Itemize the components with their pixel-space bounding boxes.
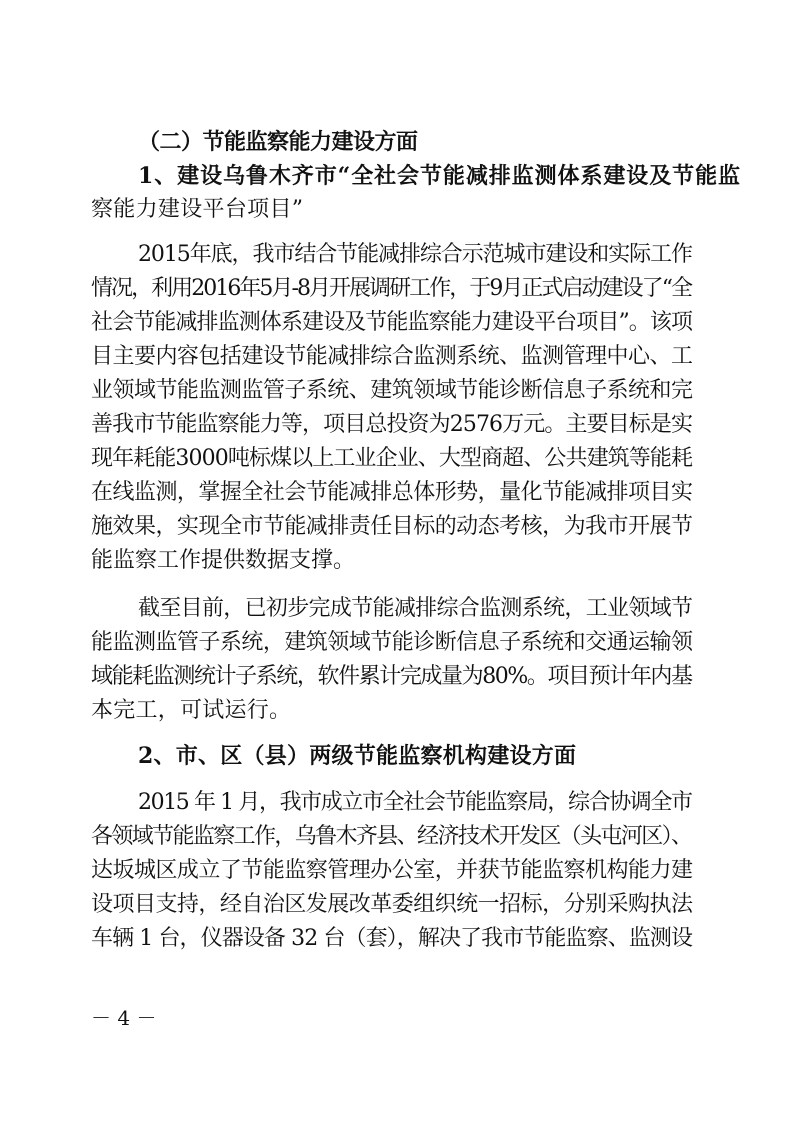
text-line [0, 784, 793, 821]
text-line [0, 338, 793, 375]
text-line-content: 能监察工作提供数据支撑。 [91, 548, 355, 573]
text-line-content: 域能耗监测统计子系统，软件累计完成量为80%。项目预计年内基 [91, 664, 692, 689]
text-line-content: 达坂城区成立了节能监察管理办公室，并获节能监察机构能力建 [91, 858, 693, 883]
text-line [0, 474, 793, 511]
text-line-content: 在线监测，掌握全社会节能减排总体形势，量化节能减排项目实 [91, 480, 693, 505]
text-line-content: 社会节能减排监测体系建设及节能监察能力建设平台项目”。该项 [91, 310, 693, 335]
text-line-content: 目主要内容包括建设节能减排综合监测系统、监测管理中心、工 [91, 344, 693, 369]
text-line-content: （二）节能监察能力建设方面 [138, 129, 418, 155]
text-line [0, 818, 793, 855]
text-line [0, 920, 793, 957]
text-line-content: 2015 年 1 月，我市成立市全社会节能监察局，综合协调全市 [138, 790, 692, 815]
text-line-content: 本完工，可试运行。 [91, 698, 292, 723]
text-line-content: 设项目支持，经自治区发展改革委组织统一招标，分别采购执法 [91, 892, 693, 917]
text-line [0, 658, 793, 695]
text-line-content: 现年耗能3000吨标煤以上工业企业、大型商超、公共建筑等能耗 [91, 446, 693, 471]
text-line-content: 察能力建设平台项目” [91, 197, 304, 222]
text-line [0, 124, 793, 161]
text-line-content: 截至目前，已初步完成节能减排综合监测系统，工业领域节 [138, 596, 693, 621]
text-line-content: 2、市、区（县）两级节能监察机构建设方面 [138, 743, 577, 769]
text-line-content: 施效果，实现全市节能减排责任目标的动态考核，为我市开展节 [91, 514, 693, 539]
text-line [0, 304, 793, 341]
text-line-content: 情况，利用2016年5月-8月开展调研工作，于9月正式启动建设了“全 [91, 276, 692, 301]
text-line [0, 440, 793, 477]
text-line [0, 590, 793, 627]
text-line [0, 508, 793, 545]
text-line [0, 191, 793, 228]
text-line-content: 能监测监管子系统，建筑领域节能诊断信息子系统和交通运输领 [91, 630, 693, 655]
text-line [0, 372, 793, 409]
text-line [0, 270, 793, 307]
text-line [0, 886, 793, 923]
text-line [0, 692, 793, 729]
text-line [0, 542, 793, 579]
page-number: － 4 － [91, 1006, 157, 1030]
text-line-content: 2015年底，我市结合节能减排综合示范城市建设和实际工作 [138, 242, 692, 267]
text-line [0, 738, 793, 775]
text-line-content: 各领域节能监察工作，乌鲁木齐县、经济技术开发区（头屯河区）、 [91, 824, 692, 849]
text-line-content: 车辆 1 台，仪器设备 32 台（套），解决了我市节能监察、监测设 [91, 926, 693, 951]
text-line [0, 624, 793, 661]
text-line [0, 236, 793, 273]
text-line-content: 善我市节能监察能力等，项目总投资为2576万元。主要目标是实 [91, 412, 693, 437]
text-line [0, 406, 793, 443]
text-line [0, 158, 793, 195]
text-line-content: 业领域节能监测监管子系统、建筑领域节能诊断信息子系统和完 [91, 378, 693, 403]
text-line [0, 852, 793, 889]
text-line-content: 1、建设乌鲁木齐市“全社会节能减排监测体系建设及节能监 [138, 163, 741, 189]
